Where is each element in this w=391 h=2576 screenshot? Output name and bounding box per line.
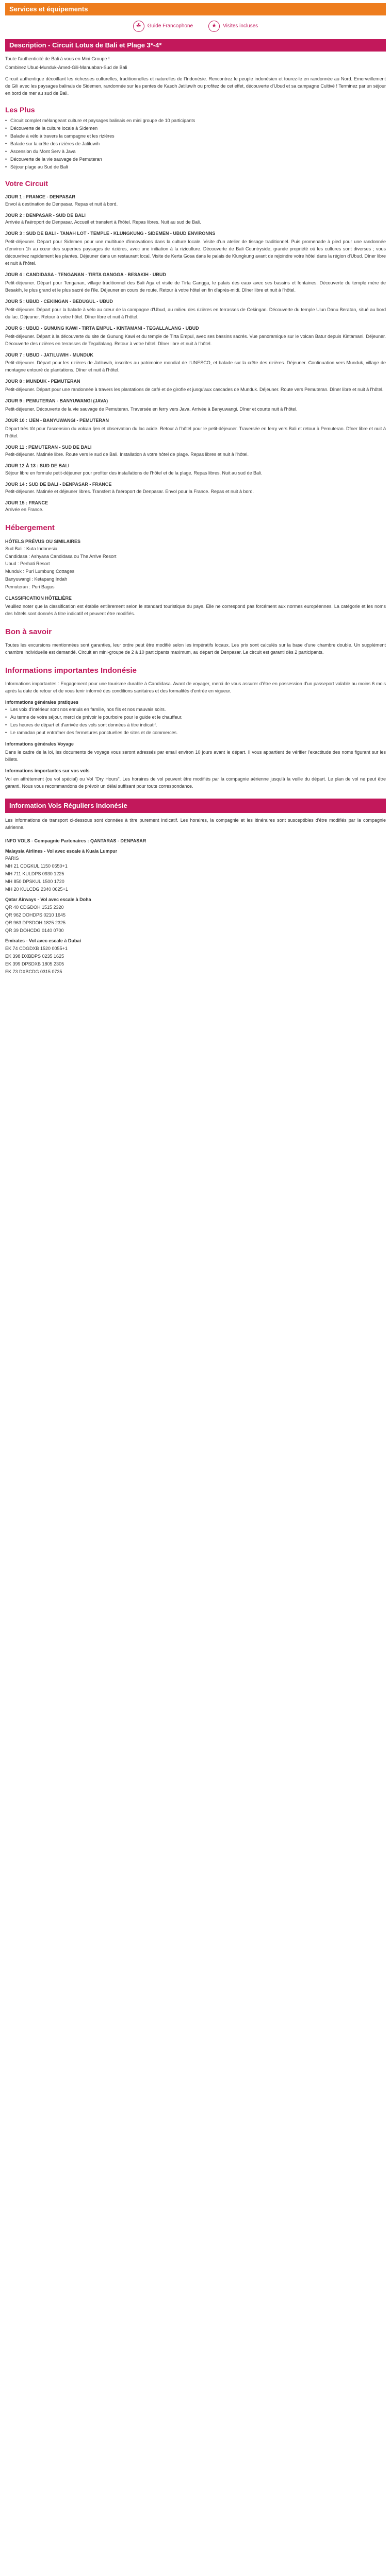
day [5, 194, 386, 208]
day-title: JOUR 12 À 13 : SUD DE BALI [5, 463, 70, 468]
info3-text: Vol en affrètement (ou vol spécial) ou Vol "Dry Hours". Les horaires de vol peuvent être modifiés par la compagnie aérienne jusqu'à la veille du départ. Le plan de vol ne peut être garanti. Nous vous recommandons de prévoir un délai suffisant pour toute correspondance. [5, 776, 386, 789]
info-list [5, 706, 386, 737]
bon-a-savoir-title: Bon à savoir [5, 628, 52, 636]
plus-item: • Balade sur la crête des rizières de Jatiluwih [5, 141, 386, 148]
hotel-line: Candidasa : Ashyana Candidasa ou The Arrive Resort [5, 553, 117, 559]
plus-item: • Circuit complet mélangeant culture et paysages balinais en mini groupe de 10 participants [5, 117, 386, 125]
plus-item: • Ascension du Mont Serv à Java [5, 148, 386, 156]
day-text: Petit-déjeuner. Départ pour la balade à vélo au cœur de la campagne d'Ubud, au milieu des rizières en terrasses de Cekingan. Découverte du temple Ulun Danu Beratan, situé au bord du lac. Déjeuner. Retour à votre hôtel. Dîner libre et nuit à l'hôtel. [5, 307, 386, 319]
info-item: • Le ramadan peut entraîner des fermetures ponctuelles de sites et de commerces. [5, 730, 386, 737]
info-title: Informations importantes Indonésie [5, 666, 137, 675]
regles-title: Information Vols Réguliers Indonésie [5, 799, 386, 813]
votre-circuit-title: Votre Circuit [5, 179, 48, 188]
classif-title: CLASSIFICATION HÔTELIÈRE [5, 596, 72, 601]
flight-line: QR 962 DOHDPS 0210 1645 [5, 912, 66, 918]
service-guide-label: Guide Francophone [147, 23, 193, 29]
info-sub-title: Informations générales pratiques [5, 700, 79, 705]
hotel-line: Sud Bali : Kuta Indonesia [5, 546, 58, 551]
flight-line: QR 39 DOHCDG 0140 0700 [5, 927, 64, 933]
intro-paragraph: Circuit authentique décoiffant les richesses culturelles, traditionnelles et naturelles de l'Indonésie. Rencontrez le peuple indonésien et tourez-le en randonnée au Nord. Emerveillement de Gili avec les paysages balinais de Sidemen, randonnée sur les pentes de Kasoh Jatiluwih ou profitez de cet effet, découverte d'Ubud et sa campagne Cultivé ! Terminez par un séjour en bord de mer au sud de Bali. [5, 76, 386, 96]
plus-item: • Séjour plage au Sud de Bali [5, 164, 386, 171]
plus-item: • Découverte de la vie sauvage de Pemuteran [5, 156, 386, 163]
day-text: Petit-déjeuner. Matinée libre. Route vers le sud de Bali. Installation à votre hôtel de plage. Repas libres et nuit à l'hôtel. [5, 451, 249, 457]
service-guide[interactable] [133, 21, 193, 32]
flight-line: MH 850 DPSKUL 1500 1720 [5, 879, 64, 885]
day-title: JOUR 5 : UBUD - CEKINGAN - BEDUGUL - UBUD [5, 298, 113, 304]
flight-line: MH 21 CDGKUL 1150 0650+1 [5, 863, 68, 869]
day-title: JOUR 10 : IJEN - BANYUWANGI - PEMUTERAN [5, 418, 109, 423]
day-text: Petit-déjeuner. Départ pour une randonnée à travers les plantations de café et de girofle et jusqu'aux cascades de Munduk. Déjeuner. Route vers Pemuteran. Dîner libre et nuit à l'hôtel. [5, 387, 384, 393]
flight-line: Qatar Airways - Vol avec escale à Doha [5, 897, 91, 903]
flights-list [5, 838, 386, 976]
flight-line: EK 399 DPSDXB 1805 2305 [5, 961, 64, 967]
day-title: JOUR 2 : DENPASAR - SUD DE BALI [5, 212, 86, 218]
plus-item: • Balade à vélo à travers la campagne et les rizières [5, 133, 386, 140]
hotels-list [5, 546, 386, 591]
info2-sub-title: Informations générales Voyage [5, 741, 74, 747]
plus-list [5, 117, 386, 171]
day-title: JOUR 7 : UBUD - JATILUWIH - MUNDUK [5, 352, 93, 358]
day-title: JOUR 4 : CANDIDASA - TENGANAN - TIRTA GANGGA - BESAKIH - UBUD [5, 272, 166, 278]
regles-text: Les informations de transport ci-dessous sont données à titre purement indicatif. Les horaires, la compagnie et les itinéraires sont susceptibles d'être modifiés par la compagnie aérienne. [5, 817, 386, 830]
services-row [5, 15, 386, 39]
day-text: Petit-déjeuner. Départ pour Sidemen pour une multitude d'innovations dans la culture locale. Visite d'un atelier de tissage traditionnel. Puis promenade à pied pour une randonnée d'environ 1h au cœur des superbes paysages de rizières, avec une initiation à la riziculture. Découverte de Bali Countryside, grande propriété où les cultures sont diverses ; vous découvrirez rapidement les plantes. Déjeuner dans un restaurant local. Visite de Kerta Gosa dans le palais de Klungkung avant de rejoindre votre hôtel dans la région d'Ubud. Dîner libre et nuit à l'hôtel. [5, 239, 386, 266]
description-bar: Description - Circuit Lotus de Bali et Plage 3*-4* [5, 39, 386, 52]
visites-icon: ★ [208, 21, 220, 32]
service-visites-label: Visites incluses [223, 23, 258, 29]
day [5, 230, 386, 267]
flight-line: Emirates - Vol avec escale à Dubai [5, 938, 81, 943]
info3-sub-title: Informations importantes sur vos vols [5, 768, 90, 773]
flight-line: EK 398 DXBDPS 0235 1625 [5, 953, 64, 959]
flight-line: MH 711 KULDPS 0930 1225 [5, 871, 64, 877]
flight-line: QR 963 DPSDOH 1825 2325 [5, 920, 66, 925]
day-title: JOUR 9 : PEMUTERAN - BANYUWANGI (JAVA) [5, 398, 108, 404]
flight-line: Malaysia Airlines - Vol avec escale à Kuala Lumpur [5, 848, 118, 854]
info-item: • Les heures de départ et d'arrivée des vols sont données à titre indicatif. [5, 722, 386, 729]
day-text: Petit-déjeuner. Départ pour Tenganan, village traditionnel des Bali Aga et visite de Tirta Gangga, le palais des eaux avec ses bassins et fontaines. Découverte du temple mère de Besakih, le plus grand et le plus sacré de l'île. Déjeuner en cours de route. Retour à votre hôtel en fin d'après-midi. Dîner libre et nuit à l'hôtel. [5, 280, 386, 293]
day [5, 463, 386, 477]
classif-text: Veuillez noter que la classification est établie entièrement selon le standard touristique du pays. Elle ne correspond pas forcément aux normes européennes. La catégorie et les noms des hôtels sont donnés à titre indicatif et peuvent être modifiés. [5, 604, 386, 617]
hotel-line: Munduk : Puri Lumbung Cottages [5, 569, 75, 574]
info-text: Informations importantes : Engagement pour une tourisme durable à Candidasa. Avant de voyager, merci de vous assurer d'être en possession d'un passeport valable au moins 6 mois après la date de retour et de vous tenir informé des conditions sanitaires et des formalités d'entrée en vigueur. [5, 681, 386, 694]
day-title: JOUR 11 : PEMUTERAN - SUD DE BALI [5, 444, 92, 450]
day [5, 417, 386, 440]
hotel-line: Banyuwangi : Ketapang Indah [5, 577, 68, 582]
flight-line: EK 74 CDGDXB 1520 0055+1 [5, 945, 68, 951]
flight-line: MH 20 KULCDG 2340 0625+1 [5, 887, 68, 892]
flight-line: EK 73 DXBCDG 0315 0735 [5, 969, 62, 974]
hotel-line: Pemuteran : Puri Bagus [5, 584, 55, 590]
flight-line: INFO VOLS - Compagnie Partenaires : QANTARAS - DENPASAR [5, 838, 146, 843]
bon-a-savoir-text: Toutes les excursions mentionnées sont garanties, leur ordre peut être modifié selon les impératifs locaux. Les prix sont calculés sur la base d'une chambre double. Un supplément chambre individuelle est demandé. Circuit en mini-groupe de 2 à 10 participants maximum, au départ de Denpasar. Le circuit est garanti dès 2 participants. [5, 642, 386, 655]
day [5, 298, 386, 321]
services-bar: Services et équipements [5, 3, 386, 15]
day-text: Envol à destination de Denpasar. Repas et nuit à bord. [5, 201, 118, 207]
day-text: Arrivée en France. [5, 507, 44, 513]
service-visites[interactable] [208, 21, 258, 32]
day [5, 481, 386, 496]
plus-item: • Découverte de la culture locale à Sidemen [5, 125, 386, 132]
day-title: JOUR 3 : SUD DE BALI - TANAH LOT - TEMPLE - KLUNGKUNG - SIDEMEN - UBUD ENVIRONNS [5, 231, 216, 236]
day-title: JOUR 1 : FRANCE - DENPASAR [5, 194, 75, 199]
day-text: Départ très tôt pour l'ascension du volcan Ijen et observation du lac acide. Retour à l'hôtel pour le petit-déjeuner. Traversée en ferry vers Bali et retour à Pemuteran. Dîner libre et nuit à l'hôtel. [5, 426, 386, 438]
day [5, 272, 386, 294]
day [5, 212, 386, 227]
day-text: Petit-déjeuner. Départ pour les rizières de Jatiluwih, inscrites au patrimoine mondial de l'UNESCO, et balade sur la crête des rizières. Déjeuner. Continuation vers Munduk, village de montagne entouré de plantations. Dîner et nuit à l'hôtel. [5, 360, 386, 373]
guide-icon: ☘ [133, 21, 144, 32]
day [5, 378, 386, 394]
day-text: Petit-déjeuner. Découverte de la vie sauvage de Pemuteran. Traversée en ferry vers Java. Arrivée à Banyuwangi. Dîner et courte nuit à l'hôtel. [5, 406, 298, 412]
day-text: Petit-déjeuner. Matinée et déjeuner libres. Transfert à l'aéroport de Denpasar. Envol pour la France. Repas et nuit à bord. [5, 488, 254, 494]
hotel-line: Ubud : Perhati Resort [5, 561, 50, 567]
day-text: Arrivée à l'aéroport de Denpasar. Accueil et transfert à l'hôtel. Repas libres. Nuit au sud de Bali. [5, 219, 201, 225]
day-title: JOUR 15 : FRANCE [5, 500, 48, 505]
day [5, 444, 386, 459]
day-title: JOUR 8 : MUNDUK - PEMUTERAN [5, 379, 80, 384]
day-text: Séjour libre en formule petit-déjeuner pour profiter des installations de l'hôtel et de la plage. Repas libres. Nuit au sud de Bali. [5, 470, 263, 476]
page [0, 0, 391, 987]
intro-line-2: Combinez Ubud-Munduk-Amed-Gili-Manuaban-Sud de Bali [5, 64, 127, 70]
flight-line: PARIS [5, 856, 19, 861]
info-item: • Au terme de votre séjour, merci de prévoir le pourboire pour le guide et le chauffeur. [5, 714, 386, 721]
info-item: • Les voix d'intérieur sont nos ennuis en famille, nos fils et nos mauvais soirs. [5, 706, 386, 714]
day-title: JOUR 6 : UBUD - GUNUNG KAWI - TIRTA EMPUL - KINTAMANI - TEGALLALANG - UBUD [5, 325, 199, 331]
day [5, 325, 386, 348]
intro-line-1: Toute l'authenticité de Bali à vous en Mini Groupe ! [5, 56, 110, 61]
day [5, 500, 386, 514]
plus-title: Les Plus [5, 105, 35, 114]
info2-text: Dans le cadre de la loi, les documents de voyage vous seront adressés par email environ 10 jours avant le départ. Il vous appartient de vérifier l'exactitude des noms figurant sur les billets. [5, 749, 386, 762]
intro [5, 56, 386, 72]
day [5, 352, 386, 375]
hotels-title: HÔTELS PRÉVUS OU SIMILAIRES [5, 538, 81, 544]
flight-line: QR 40 CDGDOH 1515 2320 [5, 905, 64, 910]
day-text: Petit-déjeuner. Départ à la découverte du site de Gunung Kawi et du temple de Tirta Empul, avec ses bassins sacrés. Vue panoramique sur le volcan Batur depuis Kintamani. Déjeuner. Découverte des rizières en terrasses de Tegallalang. Retour à votre hôtel. Dîner libre et nuit à l'hôtel. [5, 333, 386, 346]
day [5, 398, 386, 413]
hebergement-title: Hébergement [5, 523, 55, 533]
day-title: JOUR 14 : SUD DE BALI - DENPASAR - FRANCE [5, 481, 112, 487]
